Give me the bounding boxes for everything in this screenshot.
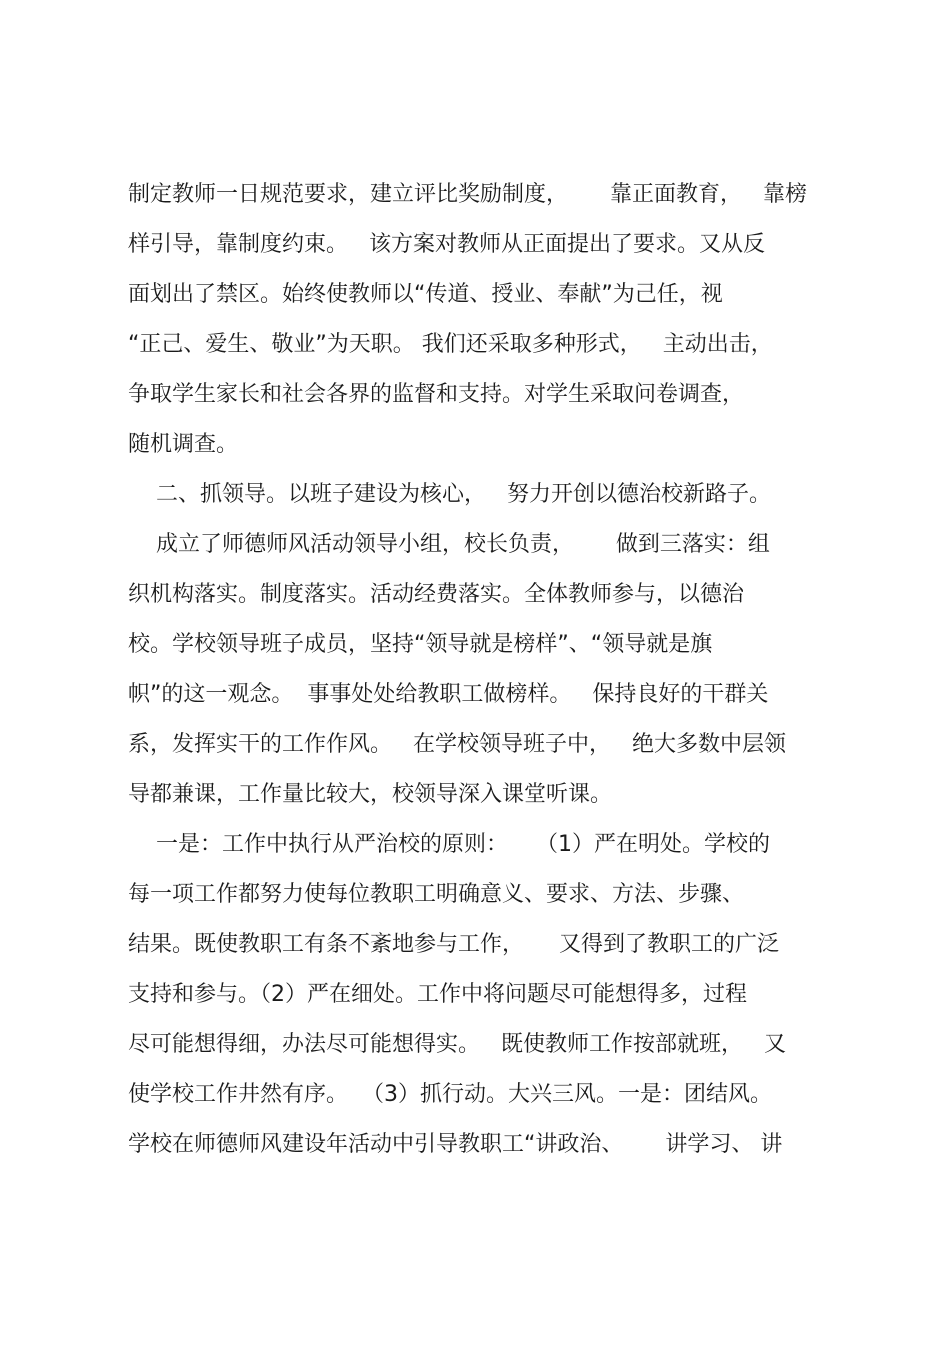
text-line: 使学校工作井然有序。 （3）抓行动。大兴三风。一是：团结风。 xyxy=(128,1082,772,1107)
text-line: 二、抓领导。以班子建设为核心， 努力开创以德治校新路子。 xyxy=(128,482,771,507)
text-line: 导都兼课，工作量比较大，校领导深入课堂听课。 xyxy=(128,782,613,807)
text-line: 校。学校领导班子成员，坚持“领导就是榜样”、“领导就是旗 xyxy=(128,632,713,657)
text-line: 每一项工作都努力使每位教职工明确意义、要求、方法、步骤、 xyxy=(128,882,745,907)
text-line: 尽可能想得细，办法尽可能想得实。 既使教师工作按部就班， 又 xyxy=(128,1032,786,1057)
text-line: 制定教师一日规范要求，建立评比奖励制度， 靠正面教育， 靠榜 xyxy=(128,182,807,207)
text-line: “正己、爱生、敬业”为天职。 我们还采取多种形式， 主动出击， xyxy=(128,332,773,357)
text-line: 争取学生家长和社会各界的监督和支持。对学生采取问卷调查， xyxy=(128,382,745,407)
text-line: 随机调查。 xyxy=(128,432,239,457)
text-line: 帜”的这一观念。 事事处处给教职工做榜样。 保持良好的干群关 xyxy=(128,682,769,707)
text-line: 成立了师德师风活动领导小组，校长负责， 做到三落实：组 xyxy=(128,532,770,557)
text-line: 织机构落实。制度落实。活动经费落实。全体教师参与，以德治 xyxy=(128,582,745,607)
text-line: 面划出了禁区。始终使教师以“传道、授业、奉献”为己任，视 xyxy=(128,282,723,307)
text-line: 结果。既使教职工有条不紊地参与工作， 又得到了教职工的广泛 xyxy=(128,932,779,957)
text-line: 支持和参与。（2）严在细处。工作中将问题尽可能想得多，过程 xyxy=(128,982,747,1007)
text-line: 样引导，靠制度约束。 该方案对教师从正面提出了要求。又从反 xyxy=(128,232,765,257)
text-line: 系，发挥实干的工作作风。 在学校领导班子中， 绝大多数中层领 xyxy=(128,732,786,757)
text-line: 一是：工作中执行从严治校的原则： （1）严在明处。学校的 xyxy=(128,832,770,857)
text-line: 学校在师德师风建设年活动中引导教职工“讲政治、 讲学习、 讲 xyxy=(128,1132,783,1157)
